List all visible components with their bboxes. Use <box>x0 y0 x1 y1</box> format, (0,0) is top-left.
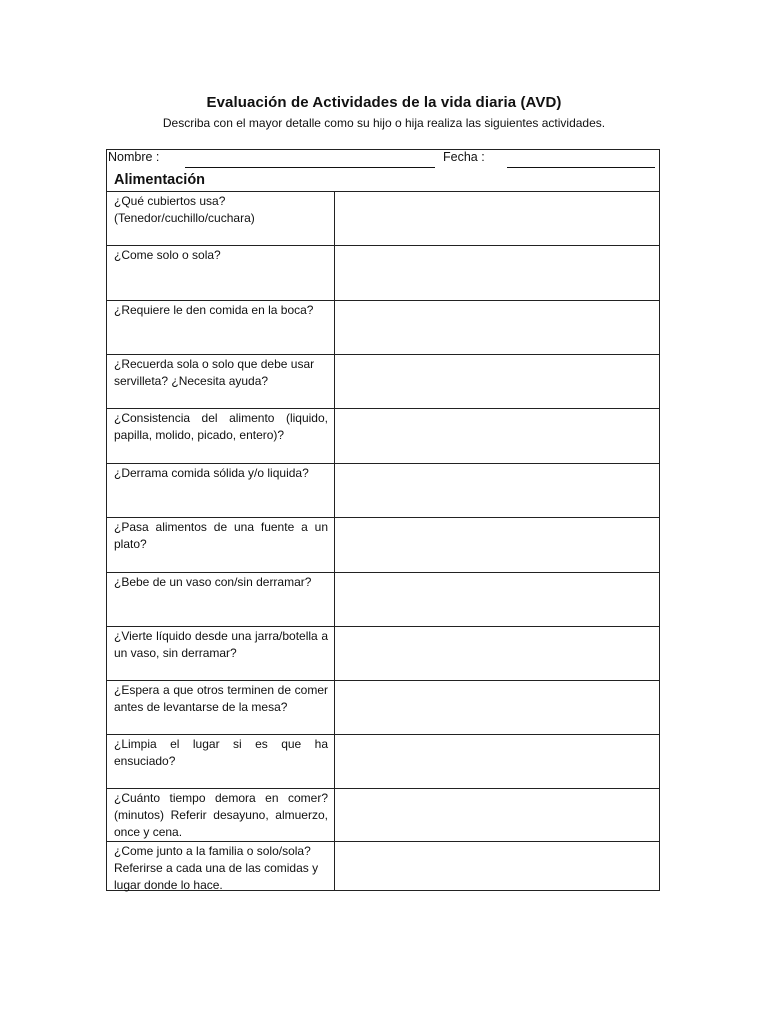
table-row <box>107 734 659 788</box>
table-row <box>107 463 659 517</box>
table-row <box>107 354 659 408</box>
table-row <box>107 841 659 891</box>
question-cell: ¿Limpia el lugar si es que ha ensuciado? <box>107 735 335 788</box>
answer-cell[interactable] <box>335 627 659 680</box>
table-row <box>107 517 659 572</box>
fecha-field[interactable] <box>507 167 655 168</box>
answer-cell[interactable] <box>335 192 659 245</box>
form-header-row <box>107 150 659 191</box>
answer-cell[interactable] <box>335 355 659 408</box>
avd-form-table <box>106 149 660 891</box>
table-row <box>107 245 659 300</box>
question-cell: ¿Espera a que otros terminen de comer antes de levantarse de la mesa? <box>107 681 335 734</box>
question-cell: ¿Bebe de un vaso con/sin derramar? <box>107 573 335 626</box>
question-cell: ¿Recuerda sola o solo que debe usar servilleta? ¿Necesita ayuda? <box>107 355 335 408</box>
nombre-label: Nombre : <box>108 150 160 164</box>
question-cell: ¿Derrama comida sólida y/o liquida? <box>107 464 335 517</box>
table-row <box>107 408 659 463</box>
table-row <box>107 626 659 680</box>
question-cell: ¿Come solo o sola? <box>107 246 335 300</box>
answer-cell[interactable] <box>335 735 659 788</box>
table-row <box>107 572 659 626</box>
table-row <box>107 191 659 245</box>
answer-cell[interactable] <box>335 409 659 463</box>
answer-cell[interactable] <box>335 464 659 517</box>
answer-cell[interactable] <box>335 789 659 841</box>
answer-cell[interactable] <box>335 246 659 300</box>
question-cell: ¿Vierte líquido desde una jarra/botella a un vaso, sin derramar? <box>107 627 335 680</box>
question-cell: ¿Qué cubiertos usa? (Tenedor/cuchillo/cuchara) <box>107 192 335 245</box>
question-cell: ¿Cuánto tiempo demora en comer? (minutos) Referir desayuno, almuerzo, once y cena. <box>107 789 335 841</box>
nombre-field[interactable] <box>185 167 435 168</box>
page-title: Evaluación de Actividades de la vida diaria (AVD) <box>206 94 562 111</box>
answer-cell[interactable] <box>335 681 659 734</box>
answer-cell[interactable] <box>335 573 659 626</box>
table-row <box>107 300 659 354</box>
page-subtitle: Describa con el mayor detalle como su hijo o hija realiza las siguientes actividades. <box>162 116 606 130</box>
question-cell: ¿Come junto a la familia o solo/sola? Referirse a cada una de las comidas y lugar donde lo hace. <box>107 842 335 891</box>
question-cell: ¿Pasa alimentos de una fuente a un plato? <box>107 518 335 572</box>
table-row <box>107 680 659 734</box>
answer-cell[interactable] <box>335 842 659 891</box>
table-row <box>107 788 659 841</box>
fecha-label: Fecha : <box>443 150 485 164</box>
question-cell: ¿Requiere le den comida en la boca? <box>107 301 335 354</box>
section-title: Alimentación <box>114 172 206 188</box>
answer-cell[interactable] <box>335 518 659 572</box>
question-cell: ¿Consistencia del alimento (liquido, papilla, molido, picado, entero)? <box>107 409 335 463</box>
answer-cell[interactable] <box>335 301 659 354</box>
